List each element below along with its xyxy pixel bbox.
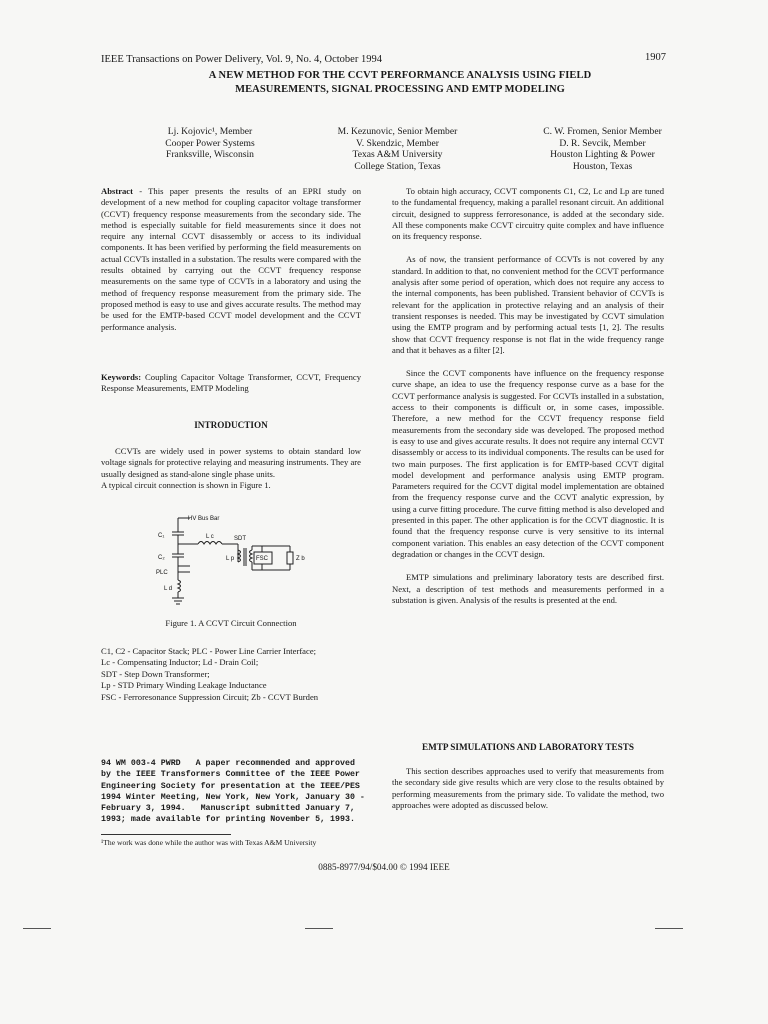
author-line: Houston, Texas [572, 160, 633, 172]
author-line: Texas A&M University [352, 149, 443, 160]
journal-header: IEEE Transactions on Power Delivery, Vol. 9, No. 4, October 1994 [101, 54, 382, 65]
title-line-1: A NEW METHOD FOR THE CCVT PERFORMANCE ANALYSIS USING FIELD [208, 70, 592, 81]
scan-mark [23, 928, 51, 929]
title-line-2: MEASUREMENTS, SIGNAL PROCESSING AND EMTP MODELING [235, 84, 565, 95]
abstract-text: - This paper presents the results of an EPRI study on development of a new method for coupling capacitor voltage transformer (CCVT) frequency response measurements from the secondary side. The method is especially suitable for field measurements since it does not require any internal CCVT disassembly or access to its individual components. It has been verified by performing the field measurements on actual CCVTs installed in a substation. The results were compared with the results obtained by carrying out the CCVT frequency response measurements on the same type of CCVTs in a laboratory and using the method of frequency response measurement from the primary side. The proposed method is easy to use and gives accurate results. The method may be used for the EMTP-based CCVT model development and the CCVT performance analysis. [101, 186, 361, 332]
legend-line: Lp - STD Primary Winding Leakage Inductance [101, 680, 267, 691]
paper-title [150, 69, 650, 97]
author-block-3 [515, 126, 690, 172]
footnote: ¹The work was done while the author was with Texas A&M University [101, 838, 317, 847]
figure-label-c2: C₂ [158, 555, 165, 561]
scan-mark [305, 928, 333, 929]
right-paragraph-1: To obtain high accuracy, CCVT components C1, C2, Lc and Lp are tuned to the fundamental frequency, making a parallel resonant circuit. An additional circuit, designed to suppress ferroresonance, is added at the secondary side. All these components make CCVT circuitry quite complex and have influence on its frequency response. [392, 186, 664, 242]
figure-label-ld: L d [164, 586, 173, 592]
author-line: Franksville, Wisconsin [166, 149, 254, 160]
introduction-body [101, 446, 361, 491]
figure-label-sdt: SDT [234, 536, 246, 542]
legend-line: SDT - Step Down Transformer; [101, 668, 210, 679]
keywords-text: Coupling Capacitor Voltage Transformer, CCVT, Frequency Response Measurements, EMTP Modeling [101, 372, 361, 394]
author-line: C. W. Fromen, Senior Member [543, 126, 662, 137]
ccvt-circuit-diagram [150, 510, 320, 610]
introduction-heading: INTRODUCTION [194, 420, 268, 430]
right-paragraph-2: As of now, the transient performance of CCVTs is not covered by any standard. In addition to that, no convenient method for the CCVT performance analysis after some period of operation, which does not require any access to the internal components, has been published. Transient behavior of CCVTs is relevant for the application in protective relaying and an analysis of their transient responses is needed. This may be investigated by CCVT simulation using the EMTP program and by performing actual tests [1, 2]. The results show that CCVT frequency response is not flat in the wide frequency range and that it behaves as a filter [2]. [392, 254, 664, 355]
scan-mark [655, 928, 683, 929]
figure-legend [101, 646, 371, 703]
author-line: D. R. Sevcik, Member [559, 137, 646, 149]
figure-label-plc: PLC [156, 570, 168, 576]
legend-line: C1, C2 - Capacitor Stack; PLC - Power Line Carrier Interface; [101, 646, 317, 656]
author-line: Lj. Kojovic¹, Member [167, 126, 253, 137]
author-line: College Station, Texas [354, 160, 441, 172]
right-paragraph-4: EMTP simulations and preliminary laboratory tests are described first. Next, a description of test methods and measurements performed in a substation is given. Analysis of the results is presented at the end. [392, 572, 664, 605]
figure-label-hv-bus: HV Bus Bar [188, 516, 220, 522]
figure-label-zb: Z b [296, 556, 305, 562]
figure-caption: Figure 1. A CCVT Circuit Connection [165, 618, 297, 628]
figure-label-lc: L c [206, 534, 214, 540]
abstract-label: Abstract [101, 186, 133, 196]
keywords-label: Keywords: [101, 372, 142, 382]
section-heading-emtp: EMTP SIMULATIONS AND LABORATORY TESTS [421, 742, 635, 752]
figure-label-lp: L p [226, 556, 235, 562]
emtp-section-body [392, 766, 664, 811]
author-line: M. Kezunovic, Senior Member [337, 126, 458, 137]
right-paragraph-5: This section describes approaches used to verify that measurements from the secondary side give results which are very close to the results obtained by performing measurements from the primary side. To validate the method, two approaches were adopted as discussed below. [392, 766, 664, 810]
paper-note: 94 WM 003-4 PWRD A paper recommended and approved by the IEEE Transformers Committee of the IEEE Power Engineering Society for presentation at the IEEE/PES 1994 Winter Meeting, New York, New York, January 30 - February 3, 1994. Manuscript submitted January 7, 1993; made available for printing November 5, 1993. [101, 759, 365, 825]
abstract [101, 186, 361, 333]
keywords [101, 372, 361, 395]
author-block-2 [315, 126, 480, 172]
legend-line: FSC - Ferroresonance Suppression Circuit; Zb - CCVT Burden [101, 691, 319, 702]
intro-paragraph-2: A typical circuit connection is shown in Figure 1. [101, 479, 271, 490]
legend-line: Lc - Compensating Inductor; Ld - Drain Coil; [101, 657, 259, 668]
author-line: Houston Lighting & Power [550, 149, 655, 160]
author-line: Cooper Power Systems [165, 137, 255, 149]
right-column [392, 186, 664, 606]
author-block-1 [135, 126, 285, 161]
footnote-rule [101, 834, 231, 835]
right-paragraph-3: Since the CCVT components have influence on the frequency response curve shape, an idea to use the frequency response curve as a base for the CCVT performance analysis is suggested. For CCVTs installed in a substation, access to their components is difficult or, in some cases, impossible. Therefore, a new method for the CCVT frequency response field measurements from the secondary side was developed. The proposed method is easy to use and gives accurate results. It does not require any internal CCVT disassembly or access to its individual components. The results can be used for two main purposes. The first application is for EMTP-based CCVT digital model development and performance analysis using EMTP program. Parameters required for the CCVT digital model implementation are obtained from the frequency response curve and the CCVT analytic expression, by using a curve fitting procedure. The curve fitting method is also developed and presented in this paper. The other application is for the CCVT diagnostic. It is found that the frequency response curve is very sensitive to its internal component variation. This enables an easy detection of the CCVT component degradation or changes in the CCVT design. [392, 368, 664, 559]
page-number: 1907 [645, 52, 666, 63]
figure-label-fsc: FSC [256, 556, 268, 562]
author-line: V. Skendzic, Member [356, 137, 439, 149]
figure-label-c1: C₁ [158, 533, 165, 539]
intro-paragraph-1: CCVTs are widely used in power systems to obtain standard low voltage signals for protective relaying and measuring instruments. They are usually designed as stand-alone single phase units. [101, 446, 361, 479]
copyright-line: 0885-8977/94/$04.00 © 1994 IEEE [318, 862, 450, 872]
